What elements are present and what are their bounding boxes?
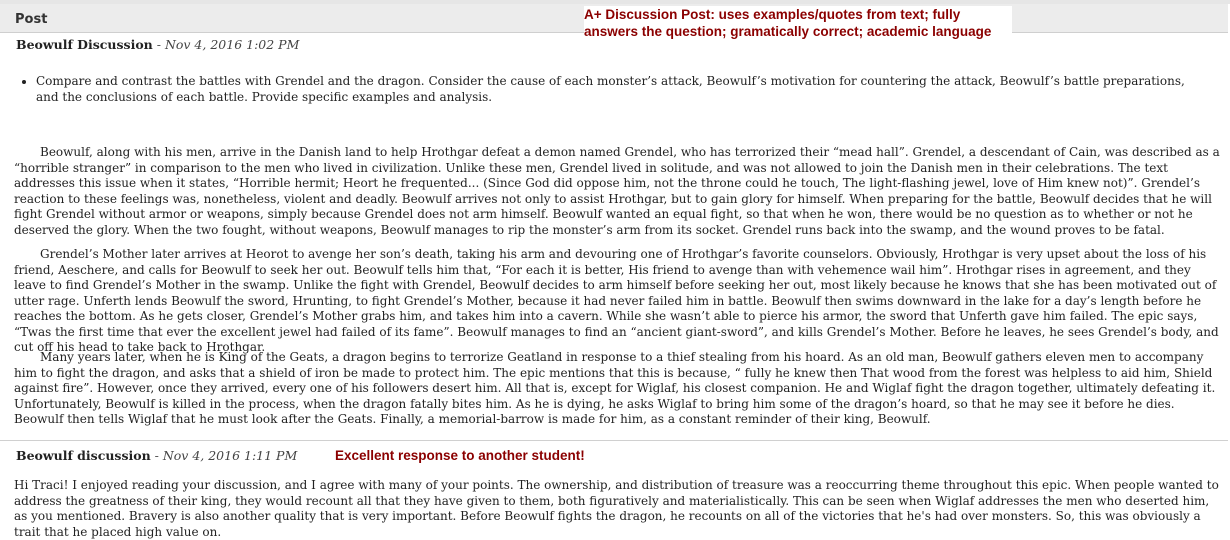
prompt-item: • Compare and contrast the battles with Grendel and the dragon. Consider the cause of each monster’s attack, Beowulf’s motivation for countering the attack, Beowulf’s battle preparations, and the conclusions of each battle. Provide specific examples and analysis.: [36, 73, 1206, 105]
post-paragraph: Beowulf, along with his men, arrive in the Danish land to help Hrothgar defeat a demon named Grendel, who has terrorized their “mead hall”. Grendel, a descendant of Cain, was described as a “horrible stranger” in comparison to the men who lived in civilization. Unlike these men, Grendel lived in solitude, and was not allowed to join the Danish men in their celebrations. The text addresses this issue when it states, “Horrible hermit; Heort he frequented... (Since God did oppose him, not the throne could he touch, The light-flashing jewel, love of Him knew not)”. Grendel’s reaction to these feelings was, nonetheless, violent and deadly. Beowulf arrives not only to assist Hrothgar, but to gain glory for himself. When preparing for the battle, Beowulf decides that he will fight Grendel without armor or weapons, simply because Grendel does not arm himself. Beowulf wanted an equal fight, so that when he won, there would be no question as to whether or not he deserved the glory. When the two fought, without weapons, Beowulf manages to rip the monster’s arm from its socket. Grendel runs back into the swamp, and the wound proves to be fatal.: [14, 145, 1220, 237]
post-subject[interactable]: Beowulf Discussion: [16, 37, 153, 52]
grading-annotation: Excellent response to another student!: [332, 447, 588, 464]
post-separator: -: [152, 37, 165, 52]
post-separator: -: [150, 448, 163, 463]
post-paragraph: Many years later, when he is King of the Geats, a dragon begins to terrorize Geatland in response to a thief stealing from his hoard. As an old man, Beowulf gathers eleven men to accompany him to fight the dragon, and asks that a shield of iron be made to protect him. The epic mentions that this is because, “ fully he knew then That wood from the forest was helpless to aid him, Shield against fire”. However, once they arrived, every one of his followers desert him. All that is, except for Wiglaf, his closest companion. He and Wiglaf fight the dragon together, ultimately defeating it. Unfortunately, Beowulf is killed in the process, when the dragon fatally bites him. As he is dying, he asks Wiglaf to bring him some of the dragon’s hoard, so that he may see it before he dies. Beowulf then tells Wiglaf that he must look after the Geats. Finally, a memorial-barrow is made for him, as a constant reminder of their king, Beowulf.: [14, 350, 1216, 426]
prompt-list: [16, 73, 1206, 105]
post-subject[interactable]: Beowulf discussion: [16, 448, 151, 463]
post-subject-line: [16, 448, 297, 463]
post-paragraph: Grendel’s Mother later arrives at Heorot to avenge her son’s death, taking his arm and devouring one of Hrothgar’s favorite counselors. Obviously, Hrothgar is very upset about the loss of his friend, Aeschere, and calls for Beowulf to seek her out. Beowulf tells him that, “For each it is better, His friend to avenge than with vehemence wail him”. Hrothgar rises in agreement, and they leave to find Grendel’s Mother in the swamp. Unlike the fight with Grendel, Beowulf decides to arm himself before seeking her out, most likely because he knows that she has been motivated out of utter rage. Unferth lends Beowulf the sword, Hrunting, to fight Grendel’s Mother, because it had never failed him in battle. Beowulf then swims downward in the lake for a day’s length before he reaches the bottom. As he gets closer, Grendel’s Mother grabs him, and takes him into a cavern. While she wasn’t able to pierce his armor, the sword that Unferth gave him failed. The epic says, “Twas the first time that ever the excellent jewel had failed of its fame”. Beowulf manages to find an “ancient giant-sword”, and kills Grendel’s Mother. Before he leaves, he sees Grendel’s body, and cut off his head to take back to Hrothgar.: [14, 247, 1219, 354]
reply-post: [0, 440, 1228, 539]
post-date: Nov 4, 2016 1:02 PM: [164, 37, 300, 52]
header-title: Post: [15, 12, 48, 27]
grading-annotation: A+ Discussion Post: uses examples/quotes from text; fully answers the question; gramatically correct; academic language: [584, 6, 1012, 40]
reply-body: Hi Traci! I enjoyed reading your discussion, and I agree with many of your points. The ownership, and distribution of treasure was a reoccurring theme throughout this epic. When people wanted to address the greatness of their king, they would recount all that they have given to them, both figuratively and materialistically. This can be seen when Wiglaf addresses the men who deserted him, as you mentioned. Bravery is also another quality that is very important. Before Beowulf fights the dragon, he recounts on all of the victories that he's had over monsters. So, this was obviously a trait that he placed high value on.: [14, 478, 1219, 539]
post-date: Nov 4, 2016 1:11 PM: [162, 448, 298, 463]
discussion-post: [0, 7, 1228, 439]
post-subject-line: [16, 37, 299, 52]
